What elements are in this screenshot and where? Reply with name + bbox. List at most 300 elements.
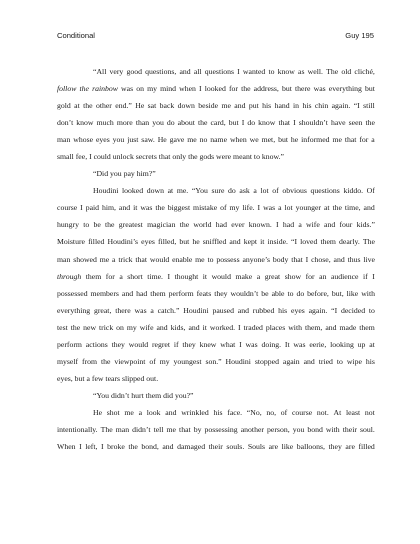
word: not [364,407,375,417]
word: what [220,339,236,349]
word: known. [248,220,272,230]
word: at [167,186,174,196]
word: would [149,254,170,264]
word: through [57,271,82,281]
word: trick [118,254,133,264]
word: with [361,288,375,298]
word: sat [147,101,157,111]
word: the [83,101,93,111]
word: before, [307,288,329,298]
word: back [159,101,175,111]
word: wouldn’t [230,288,259,298]
word: if [363,271,368,281]
word: Moisture [57,237,85,247]
word: Souls [247,442,266,452]
word: me [221,101,231,111]
word: live [363,254,375,264]
word: at [74,101,80,111]
word: I [167,271,171,281]
word: and [118,203,131,213]
word: mistake [193,203,218,213]
text-line [57,302,375,319]
word: “I [331,305,338,315]
word: kiddo. [343,186,364,196]
word: rainbow [92,84,118,94]
word: tried [318,356,333,366]
word: world [193,220,212,230]
word: more [116,118,133,128]
word: me [124,407,134,417]
word: feats [196,288,212,298]
word: whose [73,135,94,145]
word: are [345,442,355,452]
word: would [128,339,149,349]
word: to [268,67,275,76]
word: and [333,254,345,264]
word: but [278,135,288,145]
word: of [149,356,156,366]
word: do [296,288,305,298]
word: very [109,67,124,76]
word: them [150,288,166,298]
word: again. [308,305,328,315]
word: trick [99,322,114,332]
word: when [179,84,196,94]
word: was [313,84,326,94]
word: when [229,135,247,145]
word: “All [93,67,107,76]
word: they [214,288,228,298]
word: Houdini [183,305,209,315]
word: I [293,118,296,128]
word: catch.” [157,305,180,315]
word: the [197,118,208,128]
word: biggest [167,203,191,213]
text-line [57,251,375,268]
word: sniffled [202,237,227,247]
word: be [261,288,269,298]
word: me [187,135,197,145]
word: I [237,67,240,76]
text-segment: “Did you pay him?” [93,169,156,179]
word: met, [261,135,276,145]
word: you [292,424,305,434]
word: had [136,288,148,298]
word: chin [314,101,329,111]
word: to [336,356,343,366]
word: rubbed [252,305,275,315]
word: dearly. [339,237,360,247]
word: “I [291,237,298,247]
word: on [116,322,124,332]
word: do [166,118,175,128]
word: a [112,254,116,264]
word: to [287,288,294,298]
word: they [328,442,342,452]
word: his [213,407,223,417]
word: old [341,67,352,76]
word: was [140,203,153,213]
word: the [241,84,251,94]
running-header [57,31,374,40]
text-line [57,131,375,148]
word: possessed [57,288,88,298]
word: left, [85,442,98,452]
word: thus [347,254,361,264]
word: eyes [291,305,305,315]
word: it [202,322,207,332]
word: looked [122,186,144,196]
word: had [282,220,295,230]
word: I [199,84,202,94]
page-number: Guy 195 [345,31,374,40]
word: card, [210,118,226,128]
word: me. [176,186,189,196]
word: you [152,118,164,128]
word: but [228,118,239,128]
word: great, [93,305,112,315]
word: everything [328,84,362,94]
word: I [241,118,245,128]
text-line [57,438,375,455]
word: younger [295,203,321,213]
text-line [57,199,375,216]
word: not. [316,407,329,417]
word: myself [57,356,79,366]
word: do [228,186,236,196]
word: actions [85,339,108,349]
word: test [57,322,68,332]
word: me [195,254,205,264]
word: know [258,118,276,128]
word: there [294,84,311,94]
word: worked. [209,322,236,332]
word: The [326,67,339,76]
word: face. [227,407,243,417]
word: an [319,271,327,281]
word: wipe [346,356,362,366]
word: up [357,339,366,349]
word: gold [57,101,71,111]
word: the [70,322,81,332]
word: “You [191,186,208,196]
word: saw. [141,135,155,145]
word: kids, [170,322,186,332]
word: paused [212,305,234,315]
word: and [121,288,134,298]
word: have [330,118,346,128]
word: on [136,84,144,94]
word: eerie, [309,339,327,349]
word: ever [231,220,245,230]
word: questions [310,186,340,196]
word: my [126,322,137,332]
word: man [57,135,71,145]
word: made [339,322,357,332]
word: down [177,101,195,111]
word: inside. [267,237,288,247]
word: their [342,424,357,434]
word: wife [306,220,320,230]
word: least [345,407,361,417]
word: a [298,220,302,230]
word: that [291,254,303,264]
word: be [93,220,101,230]
word: beside [198,101,219,111]
word: stopped [254,356,279,366]
word: The [362,237,375,247]
word: address, [253,84,279,94]
word: seen [348,118,363,128]
word: and [234,101,246,111]
word: life. [242,203,255,213]
word: cliché, [354,67,375,76]
word: He [135,101,145,111]
word: that [135,254,147,264]
word: questions [204,67,235,76]
word: and [165,407,177,417]
word: no [199,135,208,145]
word: it [260,237,265,247]
word: know [76,118,94,128]
word: members [90,288,119,298]
word: a [253,186,257,196]
word: Houdini’s [107,237,139,247]
word: kept [243,237,258,247]
word: that [344,135,357,145]
word: you [112,135,125,145]
word: I [239,339,242,349]
word: I [80,203,83,213]
word: lot [284,203,293,213]
word: down [146,186,164,196]
word: I [79,442,82,452]
word: and [363,203,375,213]
word: bond [307,424,323,434]
word: kids.” [356,220,375,230]
word: great [264,271,281,281]
word: again [282,356,300,366]
word: just [127,135,139,145]
word: the [79,84,89,94]
word: a [119,271,123,281]
word: my [229,203,240,213]
word: enable [172,254,193,264]
word: paid [85,203,100,213]
word: for [359,135,369,145]
text-line [57,80,375,97]
text-line [57,268,375,285]
word: eyes [141,237,155,247]
word: of [272,186,279,196]
word: ask [239,186,250,196]
word: other [95,101,112,111]
word: body [272,254,289,264]
word: at [369,339,375,349]
word: much [96,118,114,128]
text-line [57,387,375,404]
text-line [57,165,375,182]
word: person, [267,424,290,434]
word: four [339,220,353,230]
word: he [290,135,299,145]
word: follow [57,84,77,94]
word: questions, [145,67,177,76]
word: loved [300,237,318,247]
word: and [325,322,337,332]
word: places [265,322,286,332]
word: end.” [115,101,132,111]
word: wrinkled [181,407,209,417]
word: short [127,271,143,281]
word: I [305,254,309,264]
word: make [235,271,253,281]
word: thought [174,271,199,281]
word: Houdini [225,356,251,366]
word: his [302,101,312,111]
word: with [325,424,340,434]
word: for [228,84,238,94]
word: with [288,322,302,332]
word: that [278,118,291,128]
word: youngest [173,356,202,366]
word: no, [266,407,277,417]
word: of [280,407,288,417]
word: the [105,220,115,230]
word: Of [366,186,375,196]
text-segment: eyes, but a few tears slipped out. [57,373,159,383]
word: put [248,101,259,111]
text-line [57,285,375,302]
word: I [101,442,104,452]
word: audience [330,271,359,281]
word: He [93,407,103,417]
word: a [256,271,261,281]
text-line [57,421,375,438]
word: they [111,339,125,349]
word: still [363,101,375,111]
text-line [57,233,375,250]
text-segment: small fee, I could unlock secrets that only the gods were meant to know.” [57,152,284,162]
word: balloons, [296,442,325,452]
word: traded [243,322,263,332]
text-line [57,148,375,165]
word: good [126,67,142,76]
word: would [211,271,231,281]
word: eyes [95,135,110,145]
text-line [57,319,375,336]
word: him, [101,203,116,213]
word: course [291,407,313,417]
word: again. [331,101,351,111]
word: wife [139,322,154,332]
word: by [193,424,202,434]
word: “No, [246,407,262,417]
word: their [208,442,223,452]
word: there [115,305,131,315]
word: course [57,203,78,213]
word: He [157,135,167,145]
word: but, [331,288,344,298]
word: them, [304,322,323,332]
word: all [193,67,202,76]
word: looking [330,339,354,349]
word: his [262,101,272,111]
word: tell [153,424,164,434]
word: hungry [57,220,79,230]
body-text [57,63,375,455]
word: me [166,424,176,434]
word: as [298,67,305,76]
word: another [240,424,264,434]
word: than [135,118,150,128]
word: gave [169,135,185,145]
word: and [229,237,241,247]
word: possessing [204,424,238,434]
word: but [179,237,190,247]
word: The [100,424,113,434]
word: and [324,220,336,230]
word: was [134,305,147,315]
word: them [359,322,375,332]
word: informed [301,135,330,145]
word: that [179,424,191,434]
word: time, [344,203,361,213]
word: for [305,271,315,281]
word: the [155,203,165,213]
word: his [365,356,375,366]
word: a [371,135,375,145]
word: me [332,135,342,145]
word: don’t [57,118,74,128]
word: I [276,220,279,230]
word: are [268,442,279,452]
word: to [207,254,214,264]
word: the [179,220,190,230]
word: souls. [226,442,245,452]
word: damaged [177,442,206,452]
word: a [278,203,282,213]
word: looked [204,84,226,94]
word: able [271,288,285,298]
word: for [105,271,115,281]
word: like [346,288,359,298]
word: shouldn’t [298,118,328,128]
word: I [372,271,375,281]
word: but [365,84,375,94]
word: knew [199,339,217,349]
word: well. [307,67,323,76]
word: filled [358,442,375,452]
word: to [83,220,90,230]
word: and [237,305,249,315]
text-line [57,182,375,199]
word: man [115,424,130,434]
word: wanted [242,67,266,76]
word: was [121,84,134,94]
word: my [147,84,157,94]
word: the [128,442,138,452]
word: them [85,271,102,281]
word: they [182,339,196,349]
word: I [257,203,261,213]
word: me [99,254,110,264]
word: broke [107,442,125,452]
word: greatest [118,220,143,230]
word: At [333,407,342,417]
word: viewpoint [114,356,146,366]
word: and [188,322,200,332]
